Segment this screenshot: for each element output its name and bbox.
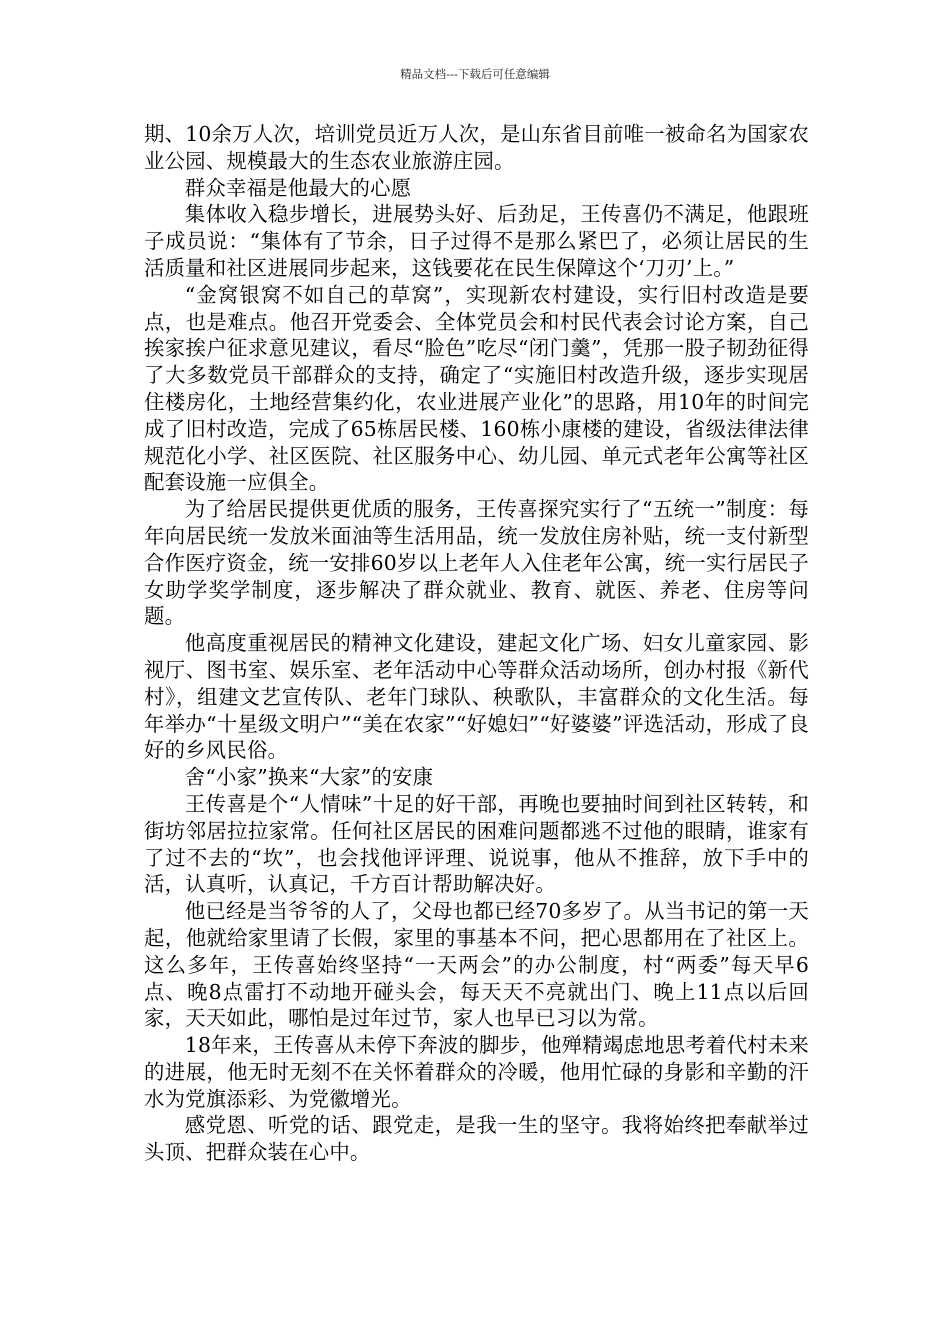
paragraph: 感党恩、听党的话、跟党走，是我一生的坚守。我将始终把奉献举过头顶、把群众装在心中。 [144,1113,809,1165]
paragraph: 王传喜是个“人情味”十足的好干部，再晚也要抽时间到社区转转，和街坊邻居拉拉家常。任何社区居民的困难问题都逃不过他的眼睛，谁家有了过不去的“坎”，也会找他评评理、说说事，他从不推辞，放下手中的活，认真听，认真记，千方百计帮助解决好。 [144,791,809,897]
paragraph: 18年来，王传喜从未停下奔波的脚步，他殚精竭虑地思考着代村未来的进展，他无时无刻不在关怀着群众的冷暖，他用忙碌的身影和辛勤的汗水为党旗添彩、为党徽增光。 [144,1033,809,1111]
paragraph: 他已经是当爷爷的人了，父母也都已经70多岁了。从当书记的第一天起，他就给家里请了长假，家里的事基本不问，把心思都用在了社区上。这么多年，王传喜始终坚持“一天两会”的办公制度，村“两委”每天早6点、晚8点雷打不动地开碰头会，每天天不亮就出门、晚上11点以后回家，天天如此，哪怕是过年过节，家人也早已习以为常。 [144,899,809,1031]
paragraph: 为了给居民提供更优质的服务，王传喜探究实行了“五统一”制度：每年向居民统一发放米面油等生活用品，统一发放住房补贴，统一支付新型合作医疗资金，统一安排60岁以上老年人入住老年公寓，统一实行居民子女助学奖学制度，逐步解决了群众就业、教育、就医、养老、住房等问题。 [144,497,809,629]
paragraph: 集体收入稳步增长，进展势头好、后劲足，王传喜仍不满足，他跟班子成员说：“集体有了节余，日子过得不是那么紧巴了，必须让居民的生活质量和社区进展同步起来，这钱要花在民生保障这个‘刀刃’上。” [144,202,809,280]
section-heading-happiness: 群众幸福是他最大的心愿 [184,175,412,200]
section-heading-family: 舍“小家”换来“大家”的安康 [184,765,434,790]
paragraph-continuation: 期、10余万人次，培训党员近万人次，是山东省目前唯一被命名为国家农业公园、规模最大的生态农业旅游庄园。 [144,122,809,173]
running-header: 精品文档---下载后可任意编辑 [400,67,550,81]
paragraph: “金窝银窝不如自己的草窝”，实现新农村建设，实行旧村改造是要点，也是难点。他召开党委会、全体党员会和村民代表会讨论方案，自己挨家挨户征求意见建议，看尽“脸色”吃尽“闭门羹”，凭那一股子韧劲征得了大多数党员干部群众的支持，确定了“实施旧村改造升级，逐步实现居住楼房化，土地经营集约化，农业进展产业化”的思路，用10年的时间完成了旧村改造，完成了65栋居民楼、160栋小康楼的建设，省级法律法律规范化小学、社区医院、社区服务中心、幼儿园、单元式老年公寓等社区配套设施一应俱全。 [144,282,809,495]
paragraph: 他高度重视居民的精神文化建设，建起文化广场、妇女儿童家园、影视厅、图书室、娱乐室、老年活动中心等群众活动场所，创办村报《新代村》，组建文艺宣传队、老年门球队、秧歌队，丰富群众的文化生活。每年举办“十星级文明户”“美在农家”“好媳妇”“好婆婆”评选活动，形成了良好的乡风民俗。 [144,631,809,763]
article-body [144,121,809,1166]
